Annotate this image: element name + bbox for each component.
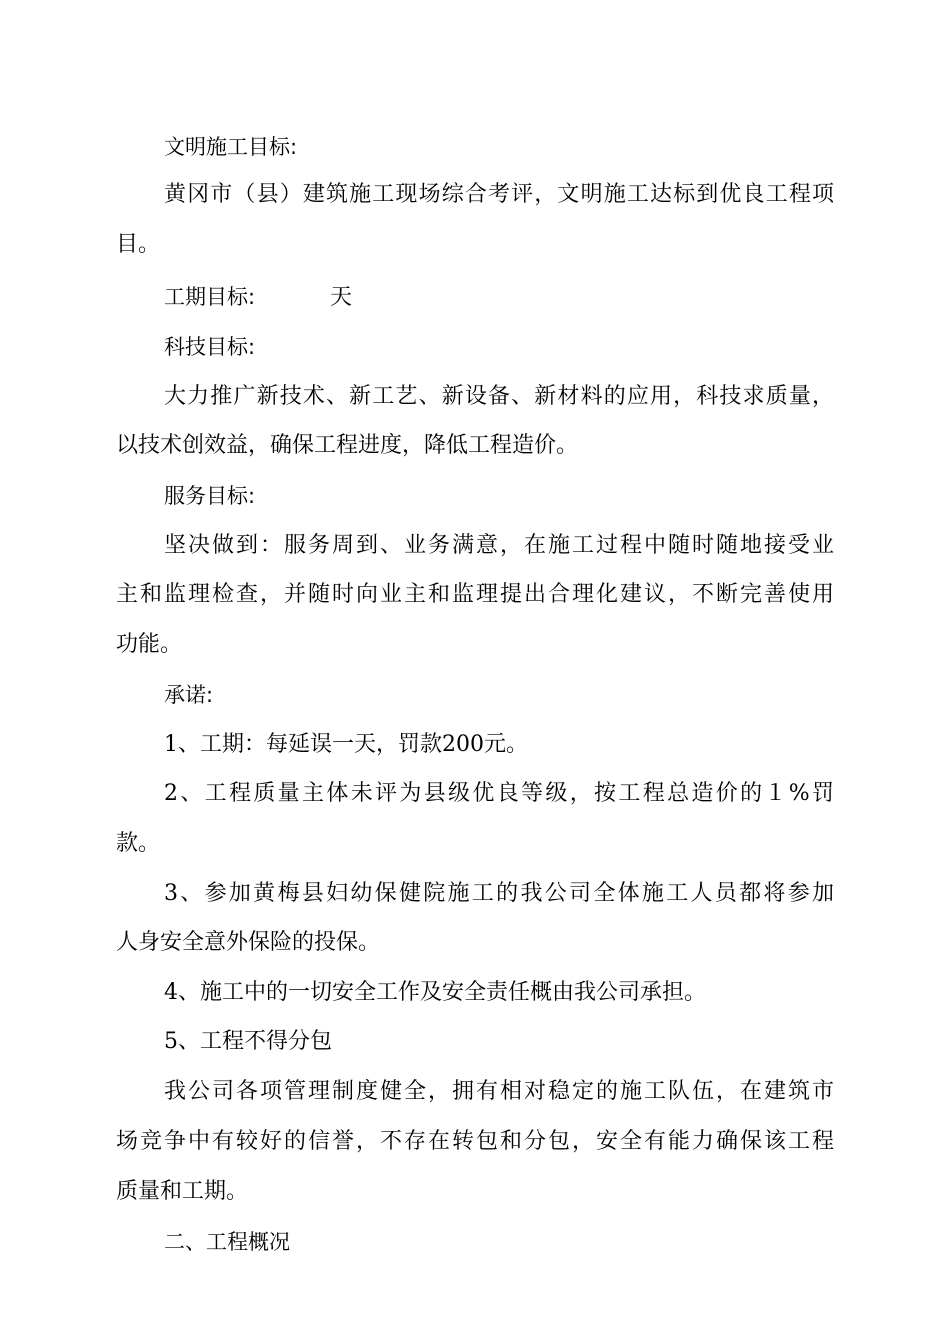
technology-heading: 科技目标:	[164, 335, 256, 359]
civilized-text-line: 黄冈市（县）建筑施工现场综合考评，文明施工达标到优良工程项	[164, 182, 834, 207]
commitment-item: 4、施工中的一切安全工作及安全责任概由我公司承担。	[164, 980, 706, 1005]
closing-text-line: 我公司各项管理制度健全，拥有相对稳定的施工队伍，在建筑市	[164, 1079, 834, 1104]
commitment-item: 2、工程质量主体未评为县级优良等级，按工程总造价的１%罚	[164, 781, 834, 806]
technology-text-line: 以技术创效益，确保工程进度，降低工程造价。	[116, 433, 579, 458]
schedule-label: 工期目标:	[164, 285, 256, 309]
commitment-item: 5、工程不得分包	[164, 1029, 332, 1054]
service-heading: 服务目标:	[164, 484, 256, 508]
section-heading: 二、工程概况	[164, 1230, 290, 1254]
service-text-line: 主和监理检查，并随时向业主和监理提出合理化建议，不断完善使用	[116, 582, 834, 607]
commitment-item-continued: 款。	[116, 831, 161, 856]
schedule-value: 天	[330, 285, 353, 310]
civilized-text-line: 目。	[116, 232, 161, 257]
commitment-item: 1、工期：每延误一天，罚款200元。	[164, 732, 528, 757]
commitment-heading: 承诺:	[164, 683, 214, 707]
closing-text-line: 质量和工期。	[116, 1179, 249, 1204]
closing-text-line: 场竞争中有较好的信誉，不存在转包和分包，安全有能力确保该工程	[116, 1129, 834, 1154]
commitment-item: 3、参加黄梅县妇幼保健院施工的我公司全体施工人员都将参加	[164, 881, 834, 906]
schedule-heading	[164, 282, 352, 312]
service-text-line: 功能。	[116, 632, 183, 657]
service-text-line: 坚决做到：服务周到、业务满意，在施工过程中随时随地接受业	[164, 533, 834, 558]
document-page	[116, 0, 834, 1344]
civilized-heading: 文明施工目标:	[164, 135, 298, 159]
technology-text-line: 大力推广新技术、新工艺、新设备、新材料的应用，科技求质量，	[164, 384, 834, 409]
commitment-item-continued: 人身安全意外保险的投保。	[116, 930, 381, 955]
